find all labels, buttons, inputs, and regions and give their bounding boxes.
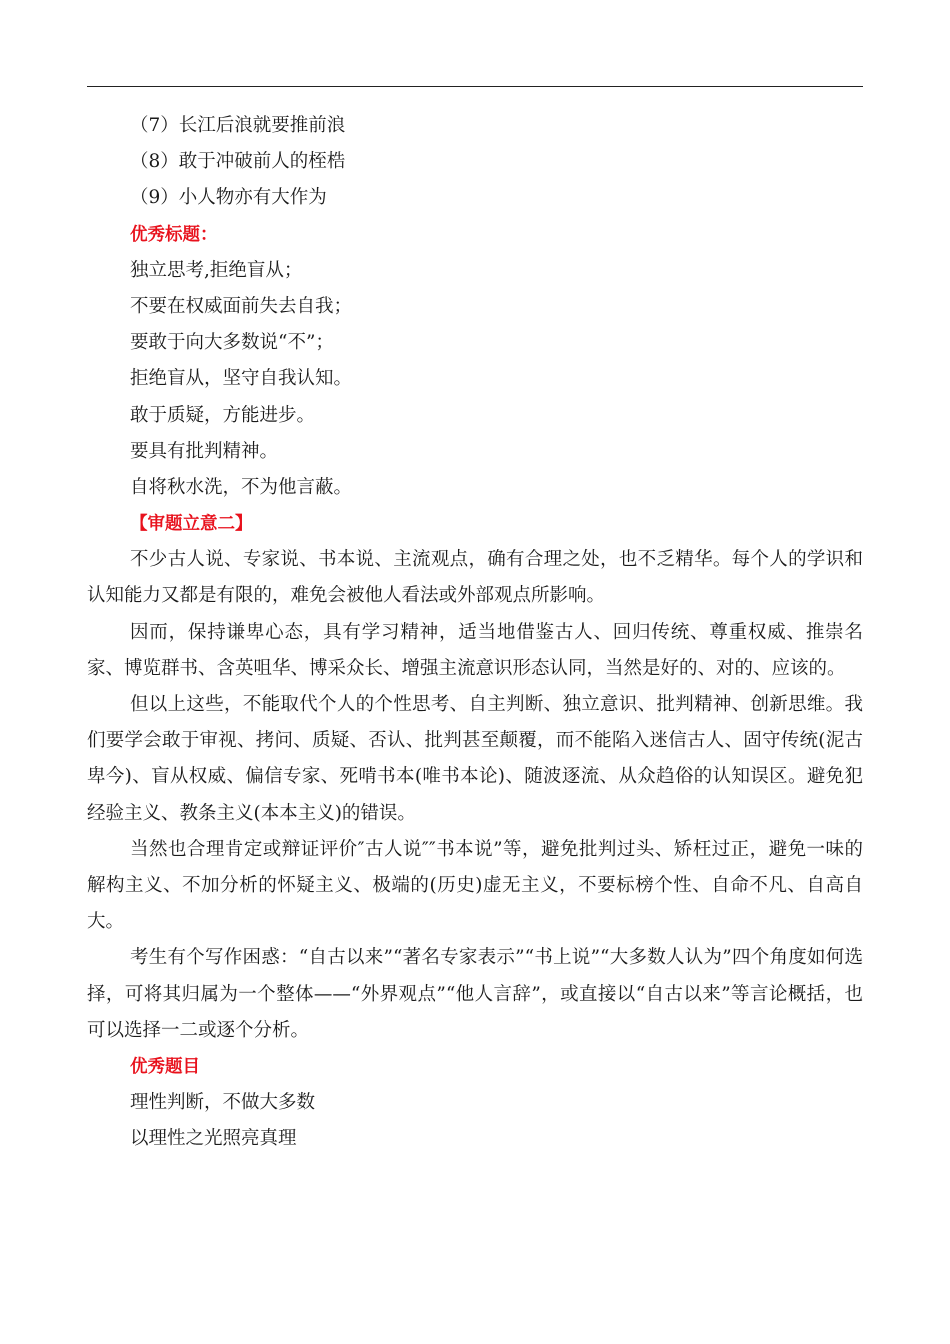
title-line: 独立思考,拒绝盲从； (130, 259, 303, 281)
paragraph: 当然也合理肯定或辩证评价″古人说″″书本说”等，避免批判过头、矫枉过正，避免一味的解构主义、不加分析的怀疑主义、极端的(历史)虚无主义，不要标榜个性、自命不凡、自高自大。 (87, 838, 863, 933)
excellent-topics-heading: 优秀题目 (130, 1057, 200, 1078)
title-line: 要敢于向大多数说“不”； (130, 332, 334, 354)
paragraph: 因而，保持谦卑心态，具有学习精神，适当地借鉴古人、回归传统、尊重权威、推崇名家、博览群书、含英咀华、博采众长、增强主流意识形态认同，当然是好的、对的、应该的。 (87, 621, 863, 679)
paragraph: 不少古人说、专家说、书本说、主流观点，确有合理之处，也不乏精华。每个人的学识和认知能力又都是有限的，难免会被他人看法或外部观点所影响。 (87, 549, 863, 607)
paragraph: 考生有个写作困惑：“自古以来”“著名专家表示”“书上说”“大多数人认为”四个角度如何选择，可将其归属为一个整体——“外界观点”“他人言辞”，或直接以“自古以来”等言论概括，也可以选择一二或逐个分析。 (87, 947, 863, 1041)
list-item: （8）敢于冲破前人的桎梏 (130, 151, 346, 173)
list-item: （9）小人物亦有大作为 (130, 187, 327, 209)
header-rule (87, 86, 863, 87)
excellent-titles-heading: 优秀标题： (130, 224, 218, 245)
title-line: 敢于质疑，方能进步。 (130, 404, 316, 426)
title-line: 拒绝盲从，坚守自我认知。 (130, 368, 353, 390)
title-line: 自将秋水洗，不为他言蔽。 (130, 476, 353, 498)
topic-line: 以理性之光照亮真理 (130, 1128, 297, 1150)
paragraph: 但以上这些，不能取代个人的个性思考、自主判断、独立意识、批判精神、创新思维。我们要学会敢于审视、拷问、质疑、否认、批判甚至颠覆，而不能陷入迷信古人、固守传统(泥古卑今)、盲从权威、偏信专家、死啃书本(唯书本论)、随波逐流、从众趋俗的认知误区。避免犯经验主义、教条主义(本本主义)的错误。 (87, 694, 863, 824)
section-two-heading: 【审题立意二】 (130, 514, 253, 535)
document-body (87, 108, 863, 1158)
topic-line: 理性判断，不做大多数 (130, 1092, 316, 1114)
list-item: （7）长江后浪就要推前浪 (130, 115, 346, 136)
title-line: 要具有批判精神。 (130, 440, 279, 462)
title-line: 不要在权威面前失去自我； (130, 295, 353, 317)
